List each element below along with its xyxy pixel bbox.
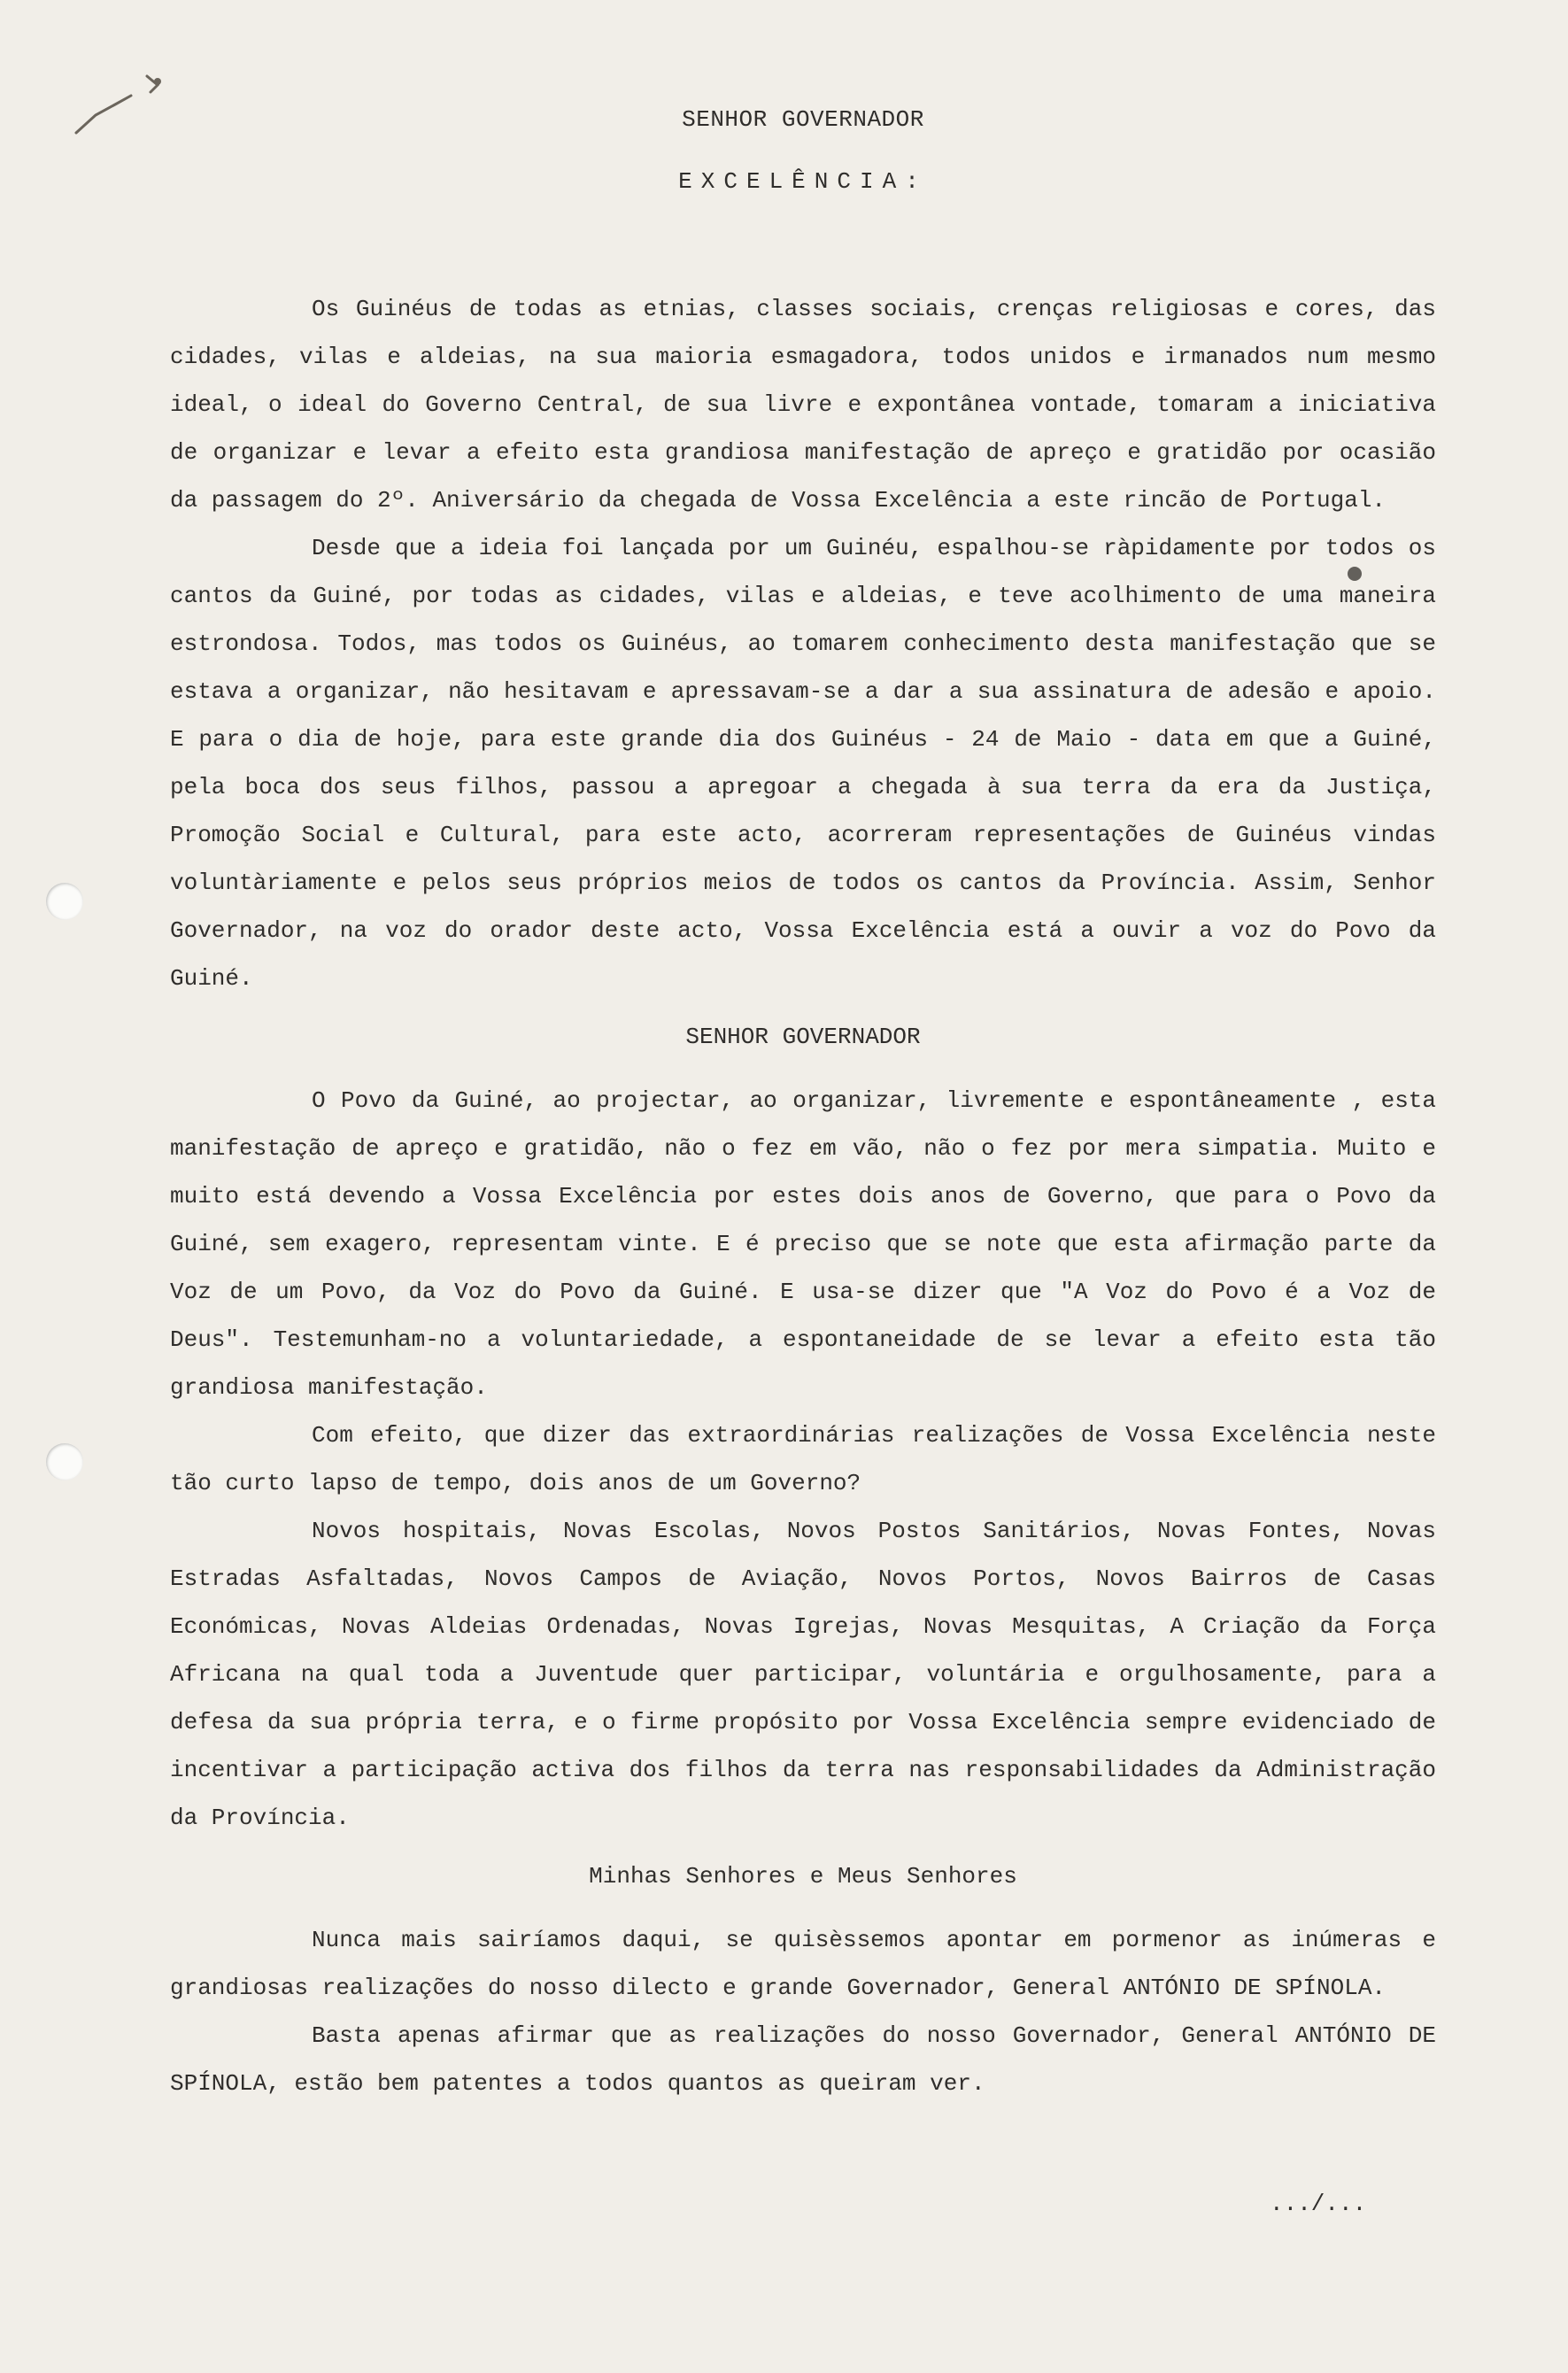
pen-scribble-mark	[69, 69, 175, 140]
document-title: SENHOR GOVERNADOR	[682, 106, 924, 133]
paragraph-6: Nunca mais sairíamos daqui, se quisèssemos apontar em pormenor as inúmeras e grandiosas realizações do nosso dilecto e grande Governador, General ANTÓNIO DE SPÍNOLA.	[170, 1927, 1436, 2001]
punch-hole-bottom	[46, 1443, 83, 1480]
paragraph-1: Os Guinéus de todas as etnias, classes sociais, crenças religiosas e cores, das cidades, vilas e aldeias, na sua maioria esmagadora, todos unidos e irmanados num mesmo ideal, o ideal do Governo Central, de sua livre e expontânea vontade, tomaram a iniciativa de organizar e levar a efeito esta grandiosa manifestação de apreço e gratidão por ocasião da passagem do 2º. Aniversário da chegada de Vossa Excelência a este rincão de Portugal.	[170, 296, 1436, 514]
document-body	[170, 106, 1436, 2107]
paragraph-3: O Povo da Guiné, ao projectar, ao organizar, livremente e espontâneamente , esta manifestação de apreço e gratidão, não o fez em vão, não o fez por mera simpatia. Muito e muito está devendo a Vossa Excelência por estes dois anos de Governo, que para o Povo da Guiné, sem exagero, representam vinte. E é preciso que se note que esta afirmação parte da Voz de um Povo, da Voz do Povo da Guiné. E usa-se dizer que "A Voz do Povo é a Voz de Deus". Testemunham-no a voluntariedade, a espontaneidade de se levar a efeito esta tão grandiosa manifestação.	[170, 1087, 1436, 1401]
document-salutation: EXCELÊNCIA:	[678, 168, 928, 195]
punch-hole-top	[46, 883, 83, 920]
paragraph-7: Basta apenas afirmar que as realizações do nosso Governador, General ANTÓNIO DE SPÍNOLA, estão bem patentes a todos quantos as queiram ver.	[170, 2022, 1436, 2097]
section-heading-governador: SENHOR GOVERNADOR	[685, 1024, 921, 1050]
paragraph-2: Desde que a ideia foi lançada por um Guinéu, espalhou-se ràpidamente por todos os cantos da Guiné, por todas as cidades, vilas e aldeias, e teve acolhimento de uma maneira estrondosa. Todos, mas todos os Guinéus, ao tomarem conhecimento desta manifestação que se estava a organizar, não hesitavam e apressavam-se a dar a sua assinatura de adesão e apoio. E para o dia de hoje, para este grande dia dos Guinéus - 24 de Maio - data em que a Guiné, pela boca dos seus filhos, passou a apregoar a chegada à sua terra da era da Justiça, Promoção Social e Cultural, para este acto, acorreram representações de Guinéus vindas voluntàriamente e pelos seus próprios meios de todos os cantos da Província. Assim, Senhor Governador, na voz do orador deste acto, Vossa Excelência está a ouvir a voz do Povo da Guiné.	[170, 535, 1436, 992]
paragraph-4: Com efeito, que dizer das extraordinárias realizações de Vossa Excelência neste tão curto lapso de tempo, dois anos de um Governo?	[170, 1422, 1436, 1496]
section-heading-senhores: Minhas Senhores e Meus Senhores	[589, 1863, 1017, 1890]
continuation-mark: .../...	[1270, 2191, 1367, 2217]
paragraph-5: Novos hospitais, Novas Escolas, Novos Postos Sanitários, Novas Fontes, Novas Estradas Asfaltadas, Novos Campos de Aviação, Novos Portos, Novos Bairros de Casas Económicas, Novas Aldeias Ordenadas, Novas Igrejas, Novas Mesquitas, A Criação da Força Africana na qual toda a Juventude quer participar, voluntária e orgulhosamente, para a defesa da sua própria terra, e o firme propósito por Vossa Excelência sempre evidenciado de incentivar a participação activa dos filhos da terra nas responsabilidades da Administração da Província.	[170, 1518, 1436, 1831]
